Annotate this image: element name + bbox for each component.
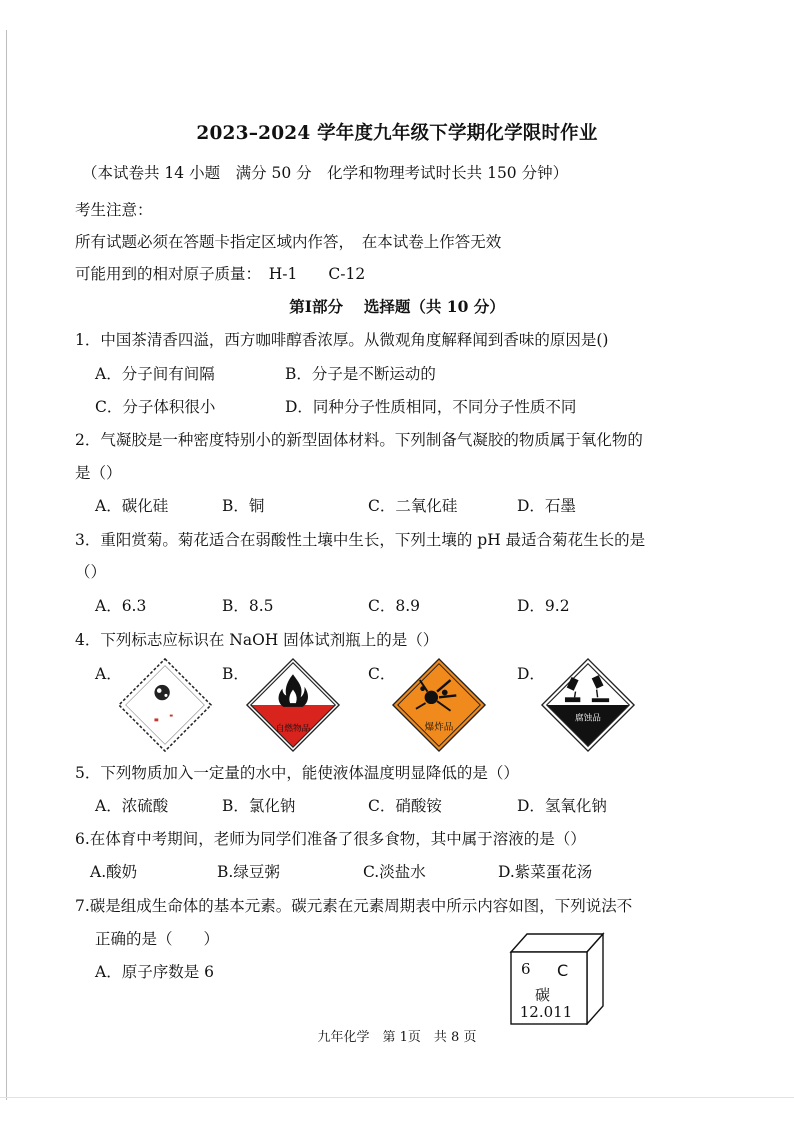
element-name: 碳 <box>535 986 551 1004</box>
q3-option-a: A．6.3 <box>95 597 147 615</box>
q3-stem-line2: （） <box>75 563 107 581</box>
hazard-sign-c <box>391 657 487 753</box>
q4-option-d: D． <box>517 665 545 683</box>
hazard-sign-a-graphic <box>117 657 213 753</box>
q6-option-a: A.酸奶 <box>90 863 138 881</box>
flame-icon <box>245 657 341 753</box>
q5-option-d: D．氢氧化钠 <box>517 797 607 815</box>
sign-c-label: 爆炸品 <box>424 721 454 733</box>
left-border-line <box>6 30 7 1100</box>
q7-stem-line2: 正确的是（ ） <box>95 930 220 948</box>
q7-stem-line1: 7.碳是组成生命体的基本元素。碳元素在元素周期表中所示内容如图，下列说法不 <box>75 897 633 915</box>
hazard-sign-b <box>245 657 341 753</box>
q2-option-d: D．石墨 <box>517 497 576 515</box>
q3-option-d: D．9.2 <box>517 597 570 615</box>
q3-stem-line1: 3．重阳赏菊。菊花适合在弱酸性土壤中生长，下列土壤的 pH 最适合菊花生长的是 <box>75 531 646 549</box>
q7-option-a: A．原子序数是 6 <box>95 963 214 981</box>
corrosive-icon <box>540 657 636 753</box>
q5-option-a: A．浓硫酸 <box>95 797 169 815</box>
q1-option-d: D．同种分子性质相同，不同分子性质不同 <box>285 398 577 416</box>
exam-subtitle: （本试卷共 14 小题 满分 50 分 化学和物理考试时长共 150 分钟） <box>82 164 569 182</box>
q4-option-c: C． <box>368 665 396 683</box>
page-footer: 九年化学 第 1页 共 8 页 <box>317 1030 477 1045</box>
sign-d-label: 腐蚀品 <box>575 713 601 724</box>
notice-text: 所有试题必须在答题卡指定区域内作答， 在本试卷上作答无效 <box>75 233 502 251</box>
element-atomic-mass: 12.011 <box>519 1003 573 1021</box>
element-symbol: C <box>557 961 569 980</box>
q6-option-b: B.绿豆粥 <box>217 863 280 881</box>
q2-option-a: A．碳化硅 <box>95 497 169 515</box>
q6-option-d: D.紫菜蛋花汤 <box>498 863 593 881</box>
q5-option-b: B．氯化钠 <box>222 797 296 815</box>
q4-option-a: A． <box>95 665 122 683</box>
q3-option-b: B．8.5 <box>222 597 274 615</box>
q6-option-c: C.淡盐水 <box>363 863 426 881</box>
explosion-icon <box>391 657 487 753</box>
q2-stem-line2: 是（） <box>75 464 122 482</box>
sign-b-label: 自燃物品 <box>275 723 311 734</box>
section-heading: 第Ⅰ部分 选择题（共 10 分） <box>289 297 505 316</box>
q6-stem: 6.在体育中考期间，老师为同学们准备了很多食物，其中属于溶液的是（） <box>75 830 586 848</box>
element-cell-carbon <box>505 930 605 1025</box>
exam-title: 2023–2024 学年度九年级下学期化学限时作业 <box>196 123 598 144</box>
q5-option-c: C．硝酸铵 <box>368 797 442 815</box>
notice-title: 考生注意： <box>75 201 153 219</box>
q4-option-b: B． <box>222 665 249 683</box>
q3-option-c: C．8.9 <box>368 597 421 615</box>
atomic-mass-line: 可能用到的相对原子质量： H-1 C-12 <box>75 265 366 283</box>
hazard-sign-d <box>540 657 636 753</box>
bottom-edge-line <box>0 1097 794 1098</box>
q5-stem: 5．下列物质加入一定量的水中，能使液体温度明显降低的是（） <box>75 764 519 782</box>
q2-option-b: B．铜 <box>222 497 265 515</box>
q2-stem-line1: 2．气凝胶是一种密度特别小的新型固体材料。下列制备气凝胶的物质属于氧化物的 <box>75 431 643 449</box>
q2-option-c: C．二氧化硅 <box>368 497 458 515</box>
hazard-sign-a <box>117 657 213 753</box>
element-atomic-number: 6 <box>521 960 531 978</box>
q1-stem: 1．中国茶清香四溢，西方咖啡醇香浓厚。从微观角度解释闻到香味的原因是() <box>75 331 609 349</box>
q4-stem: 4．下列标志应标识在 NaOH 固体试剂瓶上的是（） <box>75 631 439 649</box>
q1-option-c: C．分子体积很小 <box>95 398 216 416</box>
q1-option-a: A．分子间有间隔 <box>95 365 215 383</box>
q1-option-b: B．分子是不断运动的 <box>285 365 436 383</box>
